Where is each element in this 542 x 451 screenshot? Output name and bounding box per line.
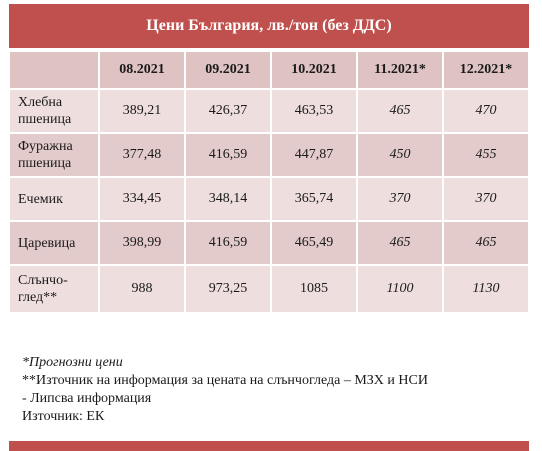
row-label-line1: Хлебна: [18, 95, 63, 110]
row-label-line1: Ечемик: [18, 191, 63, 207]
row-label: [9, 133, 99, 177]
table-row: [9, 89, 529, 133]
table-cell: 416,59: [185, 221, 271, 265]
table-cell: 465,49: [271, 221, 357, 265]
row-label-line1: Фуражна: [18, 139, 73, 154]
forecast-cell: 470: [443, 89, 529, 133]
table-cell: 348,14: [185, 177, 271, 221]
forecast-cell: 455: [443, 133, 529, 177]
note-source: Източник: ЕК: [22, 409, 105, 424]
header-cell-10-2021: 10.2021: [271, 51, 357, 89]
row-label-line2: пшеница: [18, 156, 72, 171]
price-table: [9, 51, 529, 313]
forecast-cell: 465: [357, 89, 443, 133]
row-label: [9, 177, 99, 221]
table-row: [9, 221, 529, 265]
forecast-cell: 450: [357, 133, 443, 177]
table-cell: 334,45: [99, 177, 185, 221]
table-cell: 398,99: [99, 221, 185, 265]
footer-accent-bar: [9, 441, 529, 451]
table-cell: 973,25: [185, 265, 271, 313]
table-row: [9, 133, 529, 177]
table-cell: 463,53: [271, 89, 357, 133]
table-row: [9, 265, 529, 313]
row-label-line1: Слънчо-: [18, 273, 68, 288]
row-label: [9, 89, 99, 133]
row-label-line1: Царевица: [18, 235, 76, 251]
table-cell: 447,87: [271, 133, 357, 177]
forecast-cell: 465: [443, 221, 529, 265]
header-cell-12-2021: 12.2021*: [443, 51, 529, 89]
table-cell: 416,59: [185, 133, 271, 177]
row-label-line2: пшеница: [18, 112, 72, 127]
table-cell: 365,74: [271, 177, 357, 221]
table-header-row: [9, 51, 529, 89]
note-sunflower-source: **Източник на информация за цената на слънчогледа – МЗХ и НСИ: [22, 373, 428, 388]
note-forecast: *Прогнозни цени: [22, 355, 123, 370]
header-cell-11-2021: 11.2021*: [357, 51, 443, 89]
table-cell: 988: [99, 265, 185, 313]
header-cell-empty: [9, 51, 99, 89]
table-cell: 377,48: [99, 133, 185, 177]
table-cell: 426,37: [185, 89, 271, 133]
row-label-line2: глед**: [18, 290, 58, 305]
table-cell: 1085: [271, 265, 357, 313]
forecast-cell: 370: [357, 177, 443, 221]
note-missing-info: - Липсва информация: [22, 391, 152, 406]
table-cell: 389,21: [99, 89, 185, 133]
row-label: [9, 221, 99, 265]
forecast-cell: 1130: [443, 265, 529, 313]
table-title: Цени България, лв./тон (без ДДС): [9, 4, 529, 48]
forecast-cell: 465: [357, 221, 443, 265]
header-cell-09-2021: 09.2021: [185, 51, 271, 89]
forecast-cell: 1100: [357, 265, 443, 313]
table-row: [9, 177, 529, 221]
header-cell-08-2021: 08.2021: [99, 51, 185, 89]
notes: [22, 354, 428, 426]
forecast-cell: 370: [443, 177, 529, 221]
row-label: [9, 265, 99, 313]
